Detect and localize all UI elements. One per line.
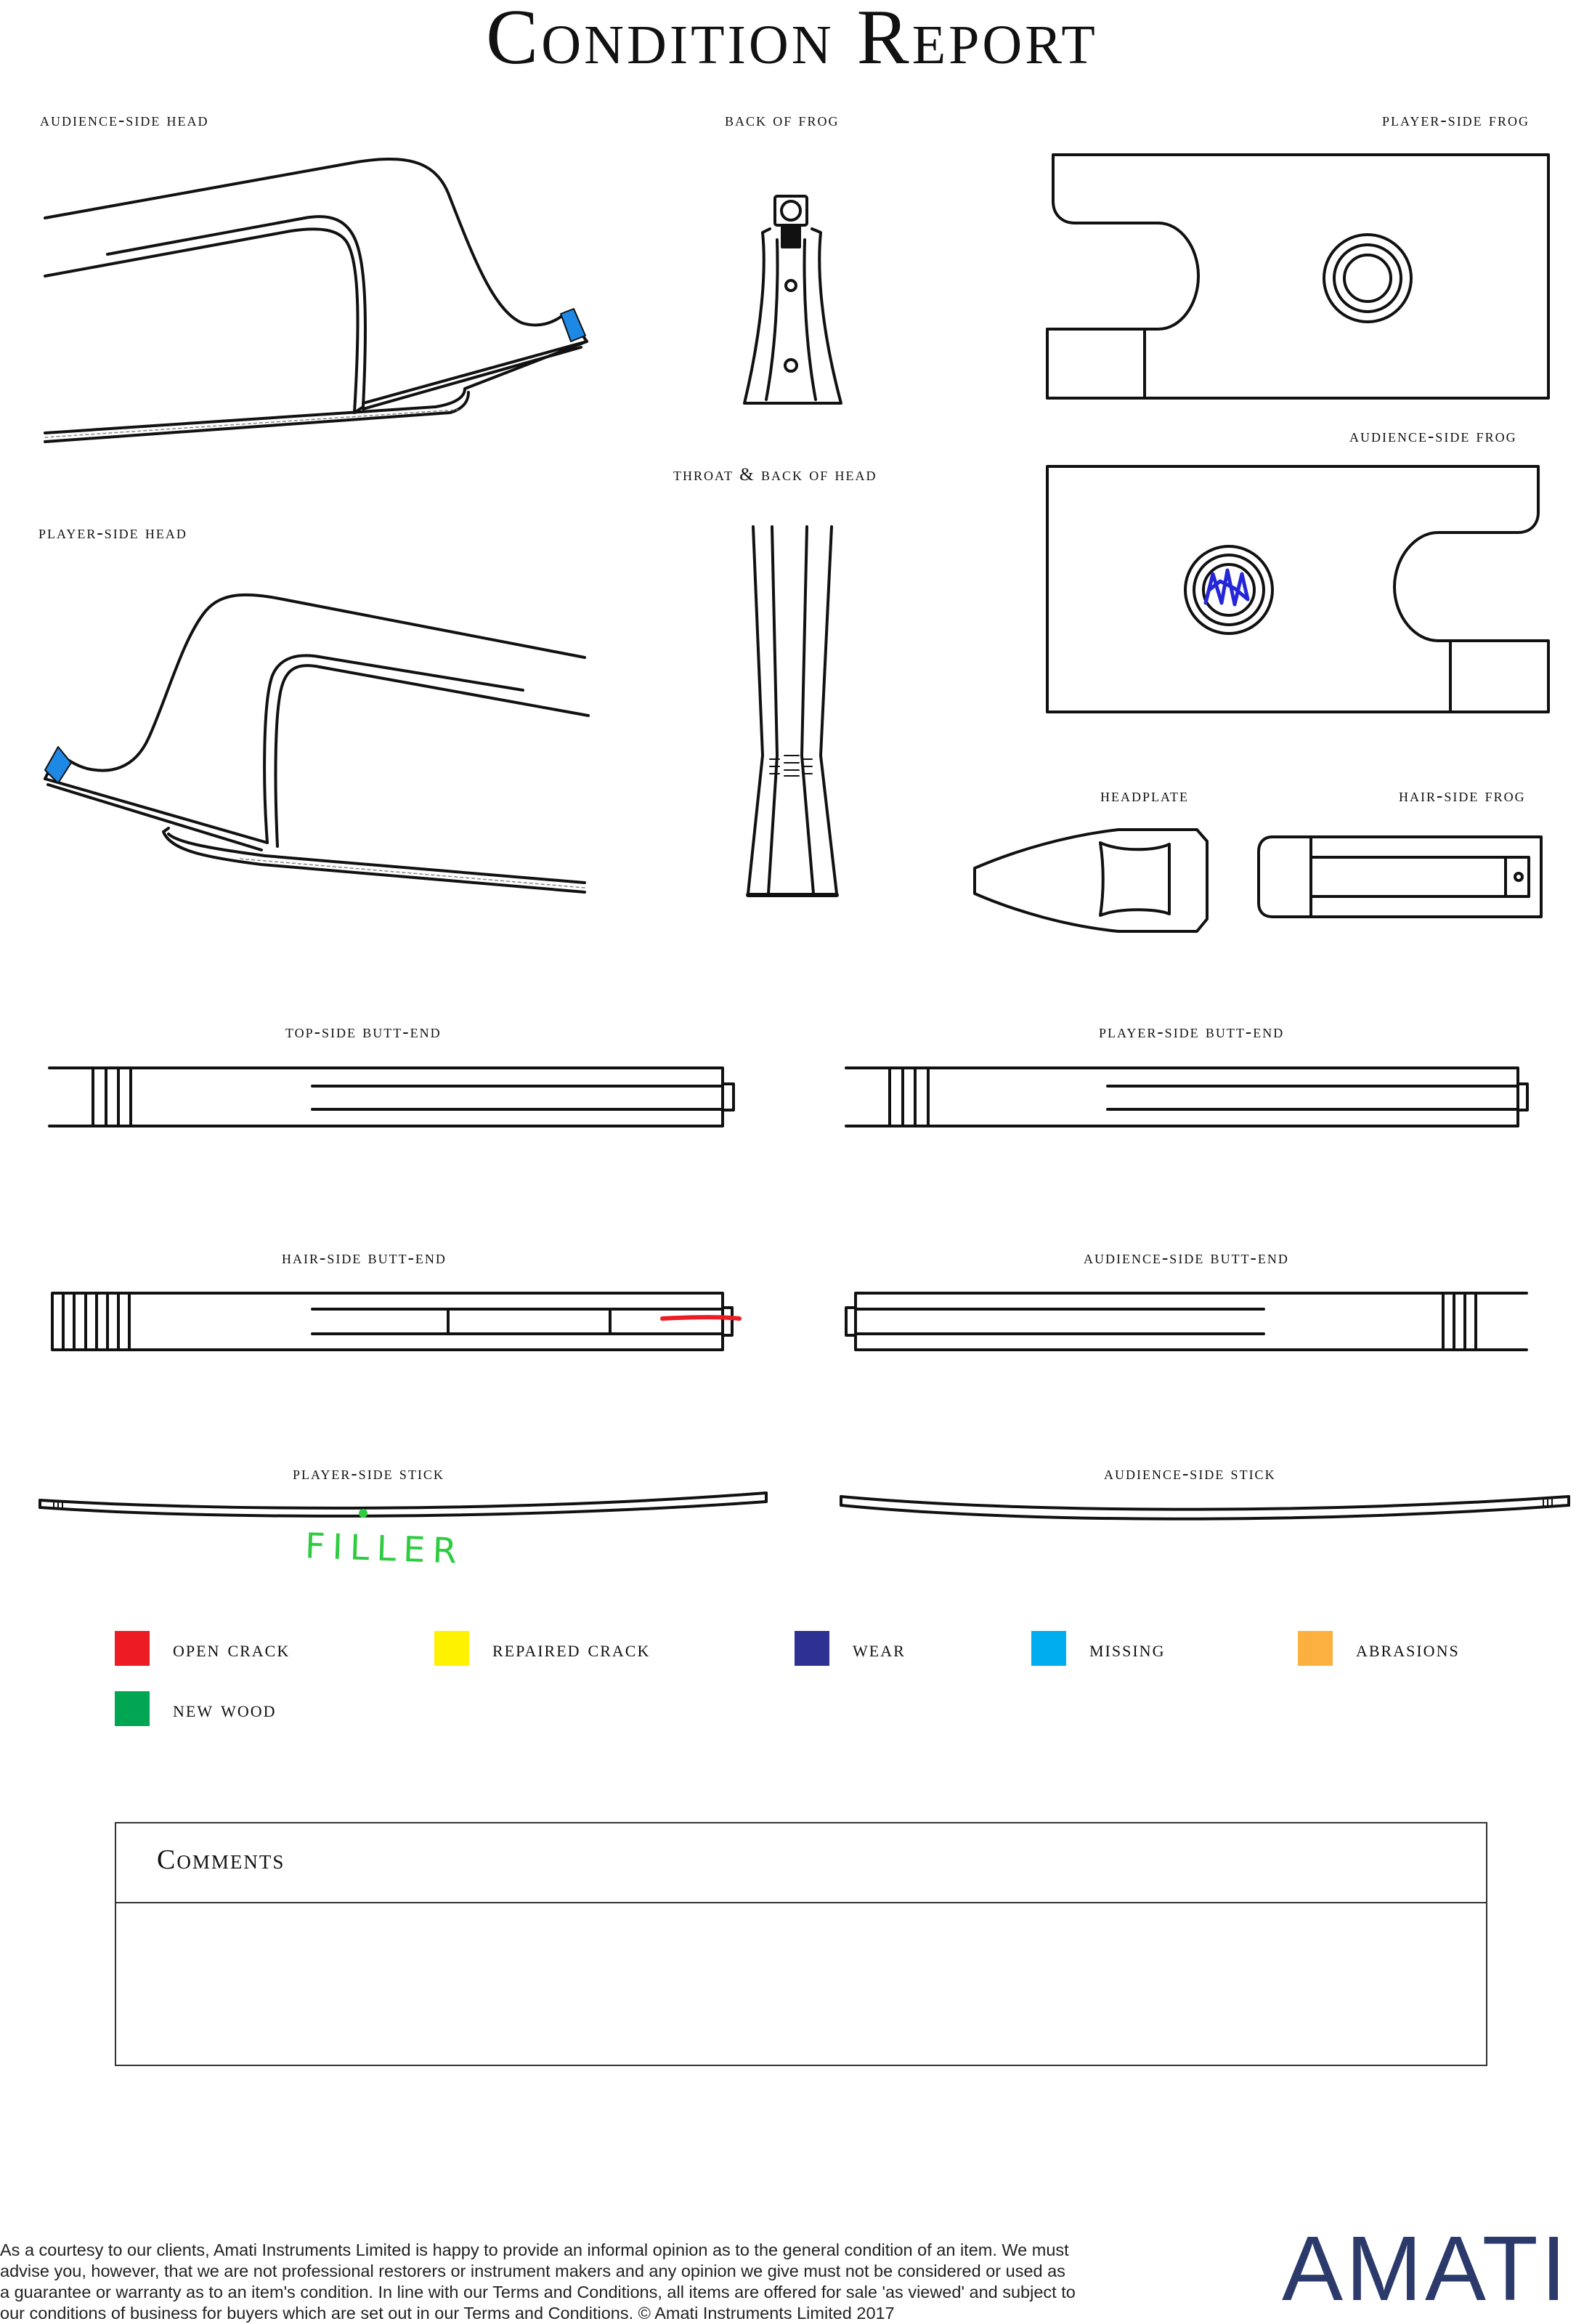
label-hair-side-butt-end: hair-side butt-end bbox=[282, 1248, 447, 1268]
player-side-butt-end-drawing bbox=[846, 1068, 1527, 1126]
comments-field[interactable] bbox=[116, 1903, 1486, 2065]
open-crack-mark bbox=[662, 1317, 739, 1319]
label-throat-back-of-head: throat & back of head bbox=[673, 465, 877, 485]
label-player-side-stick: player-side stick bbox=[293, 1464, 444, 1483]
legend-item-wear bbox=[795, 1630, 906, 1667]
comments-title: Comments bbox=[157, 1845, 285, 1875]
player-side-head-drawing bbox=[45, 595, 588, 892]
missing-mark-audience-head bbox=[561, 309, 585, 341]
legend-item-missing bbox=[1031, 1630, 1165, 1667]
label-player-side-frog: player-side frog bbox=[1382, 110, 1530, 130]
audience-side-stick-drawing bbox=[841, 1497, 1569, 1519]
legend-swatch bbox=[1031, 1631, 1066, 1666]
legend-label: abrasions bbox=[1356, 1635, 1460, 1661]
audience-side-head-drawing bbox=[45, 159, 587, 442]
legend-label: open crack bbox=[173, 1635, 291, 1661]
legend-item-abrasions bbox=[1298, 1630, 1460, 1667]
label-headplate: headplate bbox=[1100, 786, 1189, 806]
top-side-butt-end-drawing bbox=[49, 1068, 734, 1126]
legend-swatch bbox=[434, 1631, 469, 1666]
back-of-frog-drawing bbox=[744, 196, 841, 403]
legend-label: repaired crack bbox=[492, 1635, 651, 1661]
label-player-side-butt-end: player-side butt-end bbox=[1099, 1022, 1285, 1042]
disclaimer-line: advise you, however, that we are not professional restorers or instrument makers and any opinion we give must not be considered or used as bbox=[0, 2262, 1065, 2280]
wear-mark-audience-frog bbox=[1206, 570, 1248, 604]
label-audience-side-frog: audience-side frog bbox=[1349, 426, 1517, 446]
legend-swatch bbox=[115, 1691, 150, 1726]
disclaimer-line: our conditions of business for buyers which are set out in our Terms and Conditions. © Amati Instruments Limited 2017 bbox=[0, 2304, 895, 2323]
headplate-drawing bbox=[975, 830, 1207, 931]
page-title: Condition Report bbox=[486, 0, 1098, 81]
legend-swatch bbox=[115, 1631, 150, 1666]
label-back-of-frog: back of frog bbox=[725, 110, 840, 130]
player-side-stick-drawing bbox=[40, 1493, 766, 1518]
filler-annotation: FILLER bbox=[304, 1526, 465, 1572]
disclaimer-line: As a courtesy to our clients, Amati Instruments Limited is happy to provide an informal opinion as to the general condition of an item. We must bbox=[0, 2240, 1069, 2259]
legend-swatch bbox=[1298, 1631, 1333, 1666]
legend-label: new wood bbox=[173, 1695, 277, 1722]
legend-item-repaired-crack bbox=[434, 1630, 650, 1667]
disclaimer bbox=[0, 2240, 1162, 2324]
label-audience-side-stick: audience-side stick bbox=[1104, 1464, 1276, 1483]
legend-label: missing bbox=[1089, 1635, 1166, 1661]
legend-label: wear bbox=[853, 1635, 906, 1661]
new-wood-mark bbox=[359, 1509, 367, 1518]
legend-swatch bbox=[795, 1631, 829, 1666]
player-side-frog-drawing bbox=[1047, 155, 1548, 398]
label-hair-side-frog: hair-side frog bbox=[1399, 786, 1526, 806]
missing-mark-player-head bbox=[45, 747, 71, 783]
legend-item-new-wood bbox=[115, 1691, 277, 1727]
comments-header bbox=[116, 1823, 1486, 1903]
disclaimer-line: a guarantee or warranty as to an item's condition. In line with our Terms and Conditions, all items are offered for sale 'as viewed' and subject to bbox=[0, 2283, 1076, 2301]
audience-side-butt-end-drawing bbox=[846, 1293, 1527, 1350]
hair-side-butt-end-drawing bbox=[52, 1293, 739, 1350]
label-top-side-butt-end: top-side butt-end bbox=[285, 1022, 442, 1042]
legend-item-open-crack bbox=[115, 1630, 290, 1667]
throat-back-of-head-drawing bbox=[748, 527, 837, 895]
label-audience-side-butt-end: audience-side butt-end bbox=[1084, 1248, 1289, 1268]
hair-side-frog-drawing bbox=[1259, 837, 1541, 917]
label-audience-side-head: audience-side head bbox=[40, 110, 209, 130]
audience-side-frog-drawing bbox=[1047, 466, 1548, 712]
label-player-side-head: player-side head bbox=[38, 523, 187, 543]
amati-logo: AMATI bbox=[1282, 2217, 1569, 2320]
comments-box bbox=[115, 1822, 1487, 2066]
